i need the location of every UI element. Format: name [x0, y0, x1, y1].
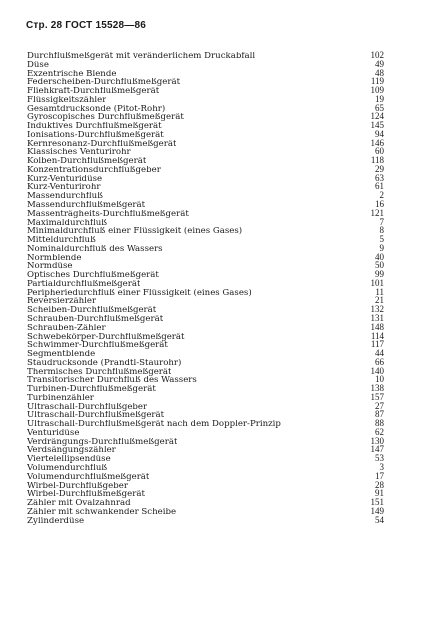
- index-entry: [27, 437, 384, 446]
- index-page-number: 124: [370, 111, 384, 122]
- index-term: Turbinenzähler: [27, 393, 94, 403]
- index-entry: [27, 410, 384, 419]
- index-page-number: 54: [375, 514, 384, 525]
- index-page-number: 148: [370, 321, 384, 332]
- index-entry: [27, 367, 384, 376]
- index-term: Schwebekörper-Durchflußmeßgerät: [27, 332, 185, 342]
- index-entry: [27, 384, 384, 393]
- index-entry: [27, 261, 384, 270]
- index-page-number: 88: [375, 418, 384, 429]
- index-term: Normblende: [27, 253, 82, 263]
- index-entry: [27, 218, 384, 227]
- index-entry: [27, 235, 384, 244]
- index-term: Kurz-Venturidüse: [27, 174, 103, 184]
- index-term: Optisches Durchflußmeßgerät: [27, 271, 159, 280]
- index-term: Schrauben-Durchflußmeßgerät: [27, 314, 164, 324]
- index-entry: [27, 349, 384, 358]
- index-term: Volumendurchflußmeßgerät: [27, 472, 150, 482]
- index-entry: [27, 288, 384, 297]
- index-page-number: 19: [375, 93, 384, 104]
- index-page-number: 27: [375, 400, 384, 411]
- index-entry: [27, 60, 384, 69]
- index-page-number: 117: [370, 339, 384, 350]
- index-page-number: 132: [370, 304, 384, 315]
- index-page-number: 119: [370, 76, 384, 87]
- index-page-number: 114: [370, 330, 384, 341]
- index-term: Peripheriedurchfluß einer Flüssigkeit (eines Gases): [27, 288, 252, 298]
- index-page-number: 65: [375, 102, 384, 113]
- index-entry: [27, 182, 384, 191]
- index-page-number: 121: [370, 207, 384, 218]
- index-page-number: 3: [379, 461, 384, 472]
- index-page-number: 2: [379, 190, 384, 201]
- index-page-number: 130: [370, 435, 384, 446]
- index-entry: [27, 165, 384, 174]
- index-page-number: 61: [375, 181, 384, 192]
- index-term: Gyroscopisches Durchflußmeßgerät: [27, 113, 184, 123]
- index-term: Ultraschall-Durchflußgeber: [27, 402, 148, 412]
- index-term: Reversierzähler: [27, 297, 97, 307]
- index-page-number: 131: [370, 312, 384, 323]
- index-entry: [27, 323, 384, 332]
- index-term: Wirbel-Durchflußmeßgerät: [27, 490, 145, 500]
- index-term: Düse: [27, 60, 49, 70]
- index-entry: [27, 270, 384, 279]
- index-entry: [27, 419, 384, 428]
- index-page-number: 10: [375, 374, 384, 385]
- index-entry: [27, 314, 384, 323]
- index-page-number: 99: [375, 269, 384, 280]
- index-term: Volumendurchfluß: [27, 463, 108, 473]
- index-page-number: 94: [375, 128, 384, 139]
- index-entry: [27, 104, 384, 113]
- index-entry: [27, 516, 384, 525]
- index-term: Zylinderdüse: [27, 516, 85, 526]
- index-entry: [27, 121, 384, 130]
- index-term: Wirbel-Durchflußgeber: [27, 481, 128, 491]
- index-page-number: 151: [370, 497, 384, 508]
- index-term: Nominaldurchfluß des Wassers: [27, 244, 163, 254]
- index-entry: [27, 253, 384, 262]
- index-term: Segmentblende: [27, 350, 96, 359]
- index-page-number: 102: [370, 50, 384, 60]
- index-term: Scheiben-Durchflußmeßgerät: [27, 306, 157, 315]
- index-term: Zähler mit Ovalzahnrad: [27, 499, 131, 508]
- index-term: Transitorischer Durchfluß des Wassers: [27, 376, 197, 386]
- index-term: Normdüse: [27, 262, 73, 272]
- index-term: Schrauben-Zähler: [27, 323, 106, 333]
- index-term: Konzentrationsdurchflußgeber: [27, 165, 161, 175]
- index-term: Schwimmer-Durchflußmeßgerät: [27, 341, 168, 351]
- index-term: Massendurchflußmeßgerät: [27, 201, 146, 210]
- index-entry: [27, 498, 384, 507]
- index-page-number: 146: [370, 137, 384, 148]
- index-term: Kolben-Durchflußmeßgerät: [27, 157, 147, 166]
- index-term: Zähler mit schwankender Scheibe: [27, 507, 177, 517]
- index-page-number: 28: [375, 479, 384, 490]
- index-entry: [27, 489, 384, 498]
- index-term: Kernresonanz-Durchflußmeßgerät: [27, 139, 177, 149]
- index-term: Kurz-Venturirohr: [27, 183, 101, 193]
- index-page-number: 49: [375, 58, 384, 69]
- index-page-number: 9: [379, 242, 384, 253]
- index-term: Durchflußmeßgerät mit veränderlichem Druckabfall: [27, 52, 256, 61]
- index-page-number: 87: [375, 409, 384, 420]
- index-entry: [27, 112, 384, 121]
- index-page-number: 109: [370, 85, 384, 96]
- index-page-number: 60: [375, 146, 384, 157]
- index-term: Flüssigkeitszähler: [27, 95, 107, 105]
- index-page-number: 48: [375, 67, 384, 78]
- index-entry: [27, 51, 384, 60]
- index-term: Mitteldurchfluß: [27, 236, 96, 245]
- index-entry: [27, 296, 384, 305]
- index-entry: [27, 507, 384, 516]
- page-header: Стр. 28 ГОСТ 15528—86: [26, 20, 146, 31]
- index-page-number: 91: [375, 488, 384, 499]
- index-page-number: 118: [370, 155, 384, 166]
- index-entry: [27, 454, 384, 463]
- index-page-number: 53: [375, 453, 384, 464]
- index-page-number: 17: [375, 470, 384, 481]
- index-page-number: 138: [370, 383, 384, 394]
- index-term: Turbinen-Durchflußmeßgerät: [27, 385, 156, 394]
- index-entry: [27, 95, 384, 104]
- index-entry: [27, 86, 384, 95]
- index-term: Induktives Durchflußmeßgerät: [27, 122, 162, 131]
- index-entry: [27, 244, 384, 253]
- index-entry: [27, 200, 384, 209]
- index-page-number: 101: [370, 277, 384, 288]
- index-page-number: 66: [375, 356, 384, 367]
- index-term: Massendurchfluß: [27, 192, 103, 202]
- index-page-number: 44: [375, 348, 384, 359]
- index-term: Venturidüse: [27, 428, 80, 438]
- index-page-number: 16: [375, 199, 384, 210]
- index-term: Klassisches Venturirohr: [27, 148, 131, 158]
- index-term: Ultraschall-Durchflußmeßgerät nach dem Doppler-Prinzip: [27, 420, 281, 429]
- index-term: Maximaldurchfluß: [27, 218, 108, 228]
- index-entry: [27, 358, 384, 367]
- index-entry: [27, 147, 384, 156]
- index-entry: [27, 226, 384, 235]
- index-page-number: 40: [375, 251, 384, 262]
- index-entry: [27, 375, 384, 384]
- index-entry: [27, 393, 384, 402]
- index-term: Gesamtdrucksonde (Pitot-Rohr): [27, 104, 166, 114]
- index-entry: [27, 463, 384, 472]
- index-entry: [27, 445, 384, 454]
- index-entry: [27, 174, 384, 183]
- index-page-number: 140: [370, 365, 384, 376]
- index-page-number: 62: [375, 426, 384, 437]
- index-term: Viertelellipsendüse: [27, 455, 111, 464]
- index-entry: [27, 402, 384, 411]
- index-page-number: 5: [379, 234, 384, 245]
- index-page-number: 29: [375, 163, 384, 174]
- index-term: Federscheiben-Durchflußmeßgerät: [27, 78, 181, 88]
- index-entry: [27, 69, 384, 78]
- index-page-number: 149: [370, 505, 384, 516]
- index-term: Staudrucksonde (Prandtl-Staurohr): [27, 358, 182, 368]
- index-list: [27, 51, 384, 524]
- index-term: Ultraschall-Durchflußmeßgerät: [27, 411, 165, 421]
- index-entry: [27, 209, 384, 218]
- index-entry: [27, 191, 384, 200]
- index-term: Partialdurchflußmeßgerät: [27, 279, 141, 289]
- index-term: Verdrängungs-Durchflußmeßgerät: [27, 437, 178, 447]
- index-entry: [27, 156, 384, 165]
- index-entry: [27, 472, 384, 481]
- index-entry: [27, 305, 384, 314]
- index-term: Ionisations-Durchflußmeßgerät: [27, 130, 164, 140]
- index-page-number: 145: [370, 120, 384, 131]
- index-entry: [27, 428, 384, 437]
- index-page-number: 157: [370, 391, 384, 402]
- index-term: Exzentrische Blende: [27, 69, 117, 79]
- index-page-number: 7: [379, 216, 384, 227]
- index-entry: [27, 340, 384, 349]
- index-entry: [27, 77, 384, 86]
- index-entry: [27, 481, 384, 490]
- index-entry: [27, 279, 384, 288]
- index-entry: [27, 130, 384, 139]
- index-term: Massenträgheits-Durchflußmeßgerät: [27, 209, 189, 219]
- index-page-number: 147: [370, 444, 384, 455]
- index-term: Thermisches Durchflußmeßgerät: [27, 367, 172, 377]
- index-entry: [27, 139, 384, 148]
- index-entry: [27, 332, 384, 341]
- index-page-number: 63: [375, 172, 384, 183]
- index-page-number: 8: [379, 225, 384, 236]
- index-term: Minimaldurchfluß einer Flüssigkeit (eines Gases): [27, 227, 243, 237]
- index-term: Fliehkraft-Durchflußmeßgerät: [27, 87, 160, 96]
- index-page-number: 50: [375, 260, 384, 271]
- index-term: Verdsängungszähler: [27, 446, 116, 456]
- index-page-number: 21: [375, 295, 384, 306]
- index-page-number: 11: [375, 286, 384, 297]
